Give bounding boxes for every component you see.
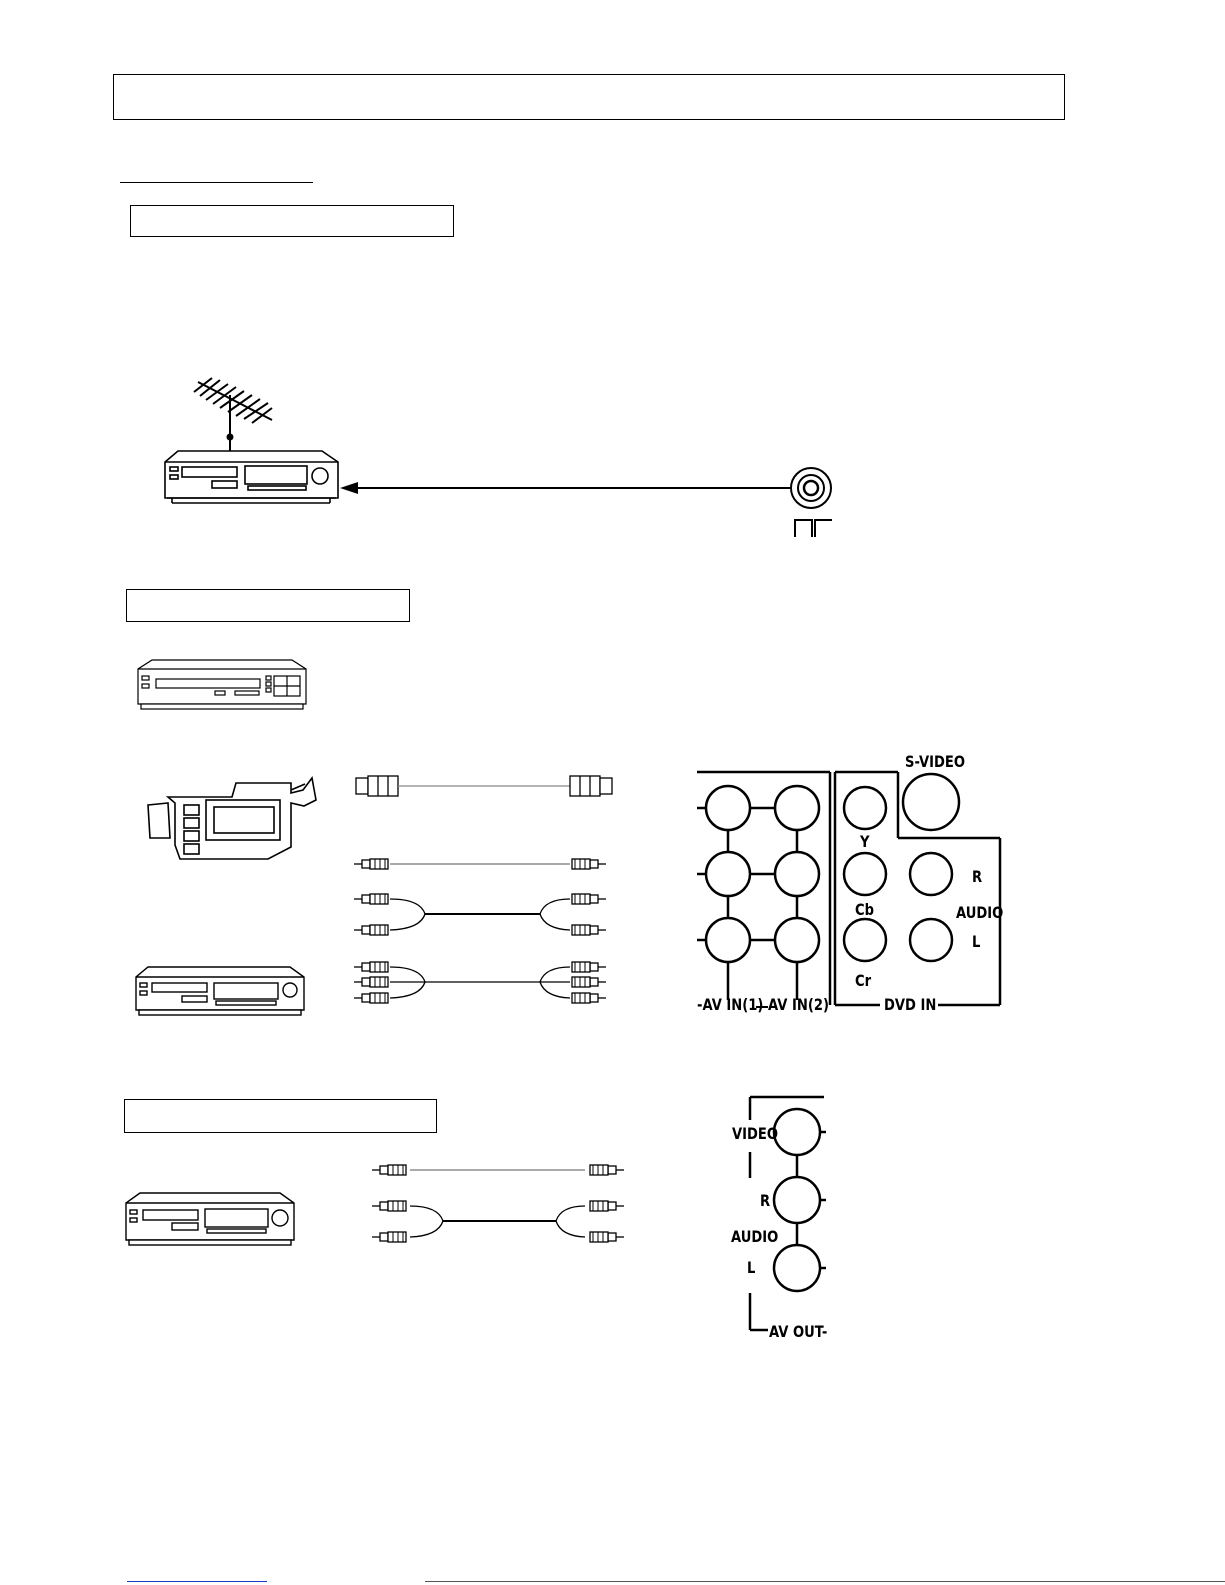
audio-r-label: R: [972, 867, 983, 886]
av-out-audio-label: AUDIO: [731, 1227, 779, 1246]
av-out-video-label: VIDEO: [732, 1124, 779, 1143]
y-label: Y: [860, 832, 870, 851]
av-in-1-label: -AV IN(1): [697, 995, 764, 1014]
footer-link-underline: [127, 1581, 267, 1582]
dvd-in-label: DVD IN: [884, 995, 937, 1014]
cr-label: Cr: [855, 971, 872, 990]
av-out-l-label: L: [747, 1258, 756, 1277]
audio-label: AUDIO: [956, 903, 1004, 922]
av-out-r-label: R: [760, 1191, 771, 1210]
av-in-2-label: AV IN(2): [768, 995, 829, 1014]
cb-label: Cb: [855, 900, 875, 919]
audio-l-label: L: [972, 932, 981, 951]
footer-rule: [425, 1581, 1225, 1582]
av-out-label: AV OUT-: [769, 1322, 828, 1341]
s-video-label: S-VIDEO: [905, 752, 965, 771]
